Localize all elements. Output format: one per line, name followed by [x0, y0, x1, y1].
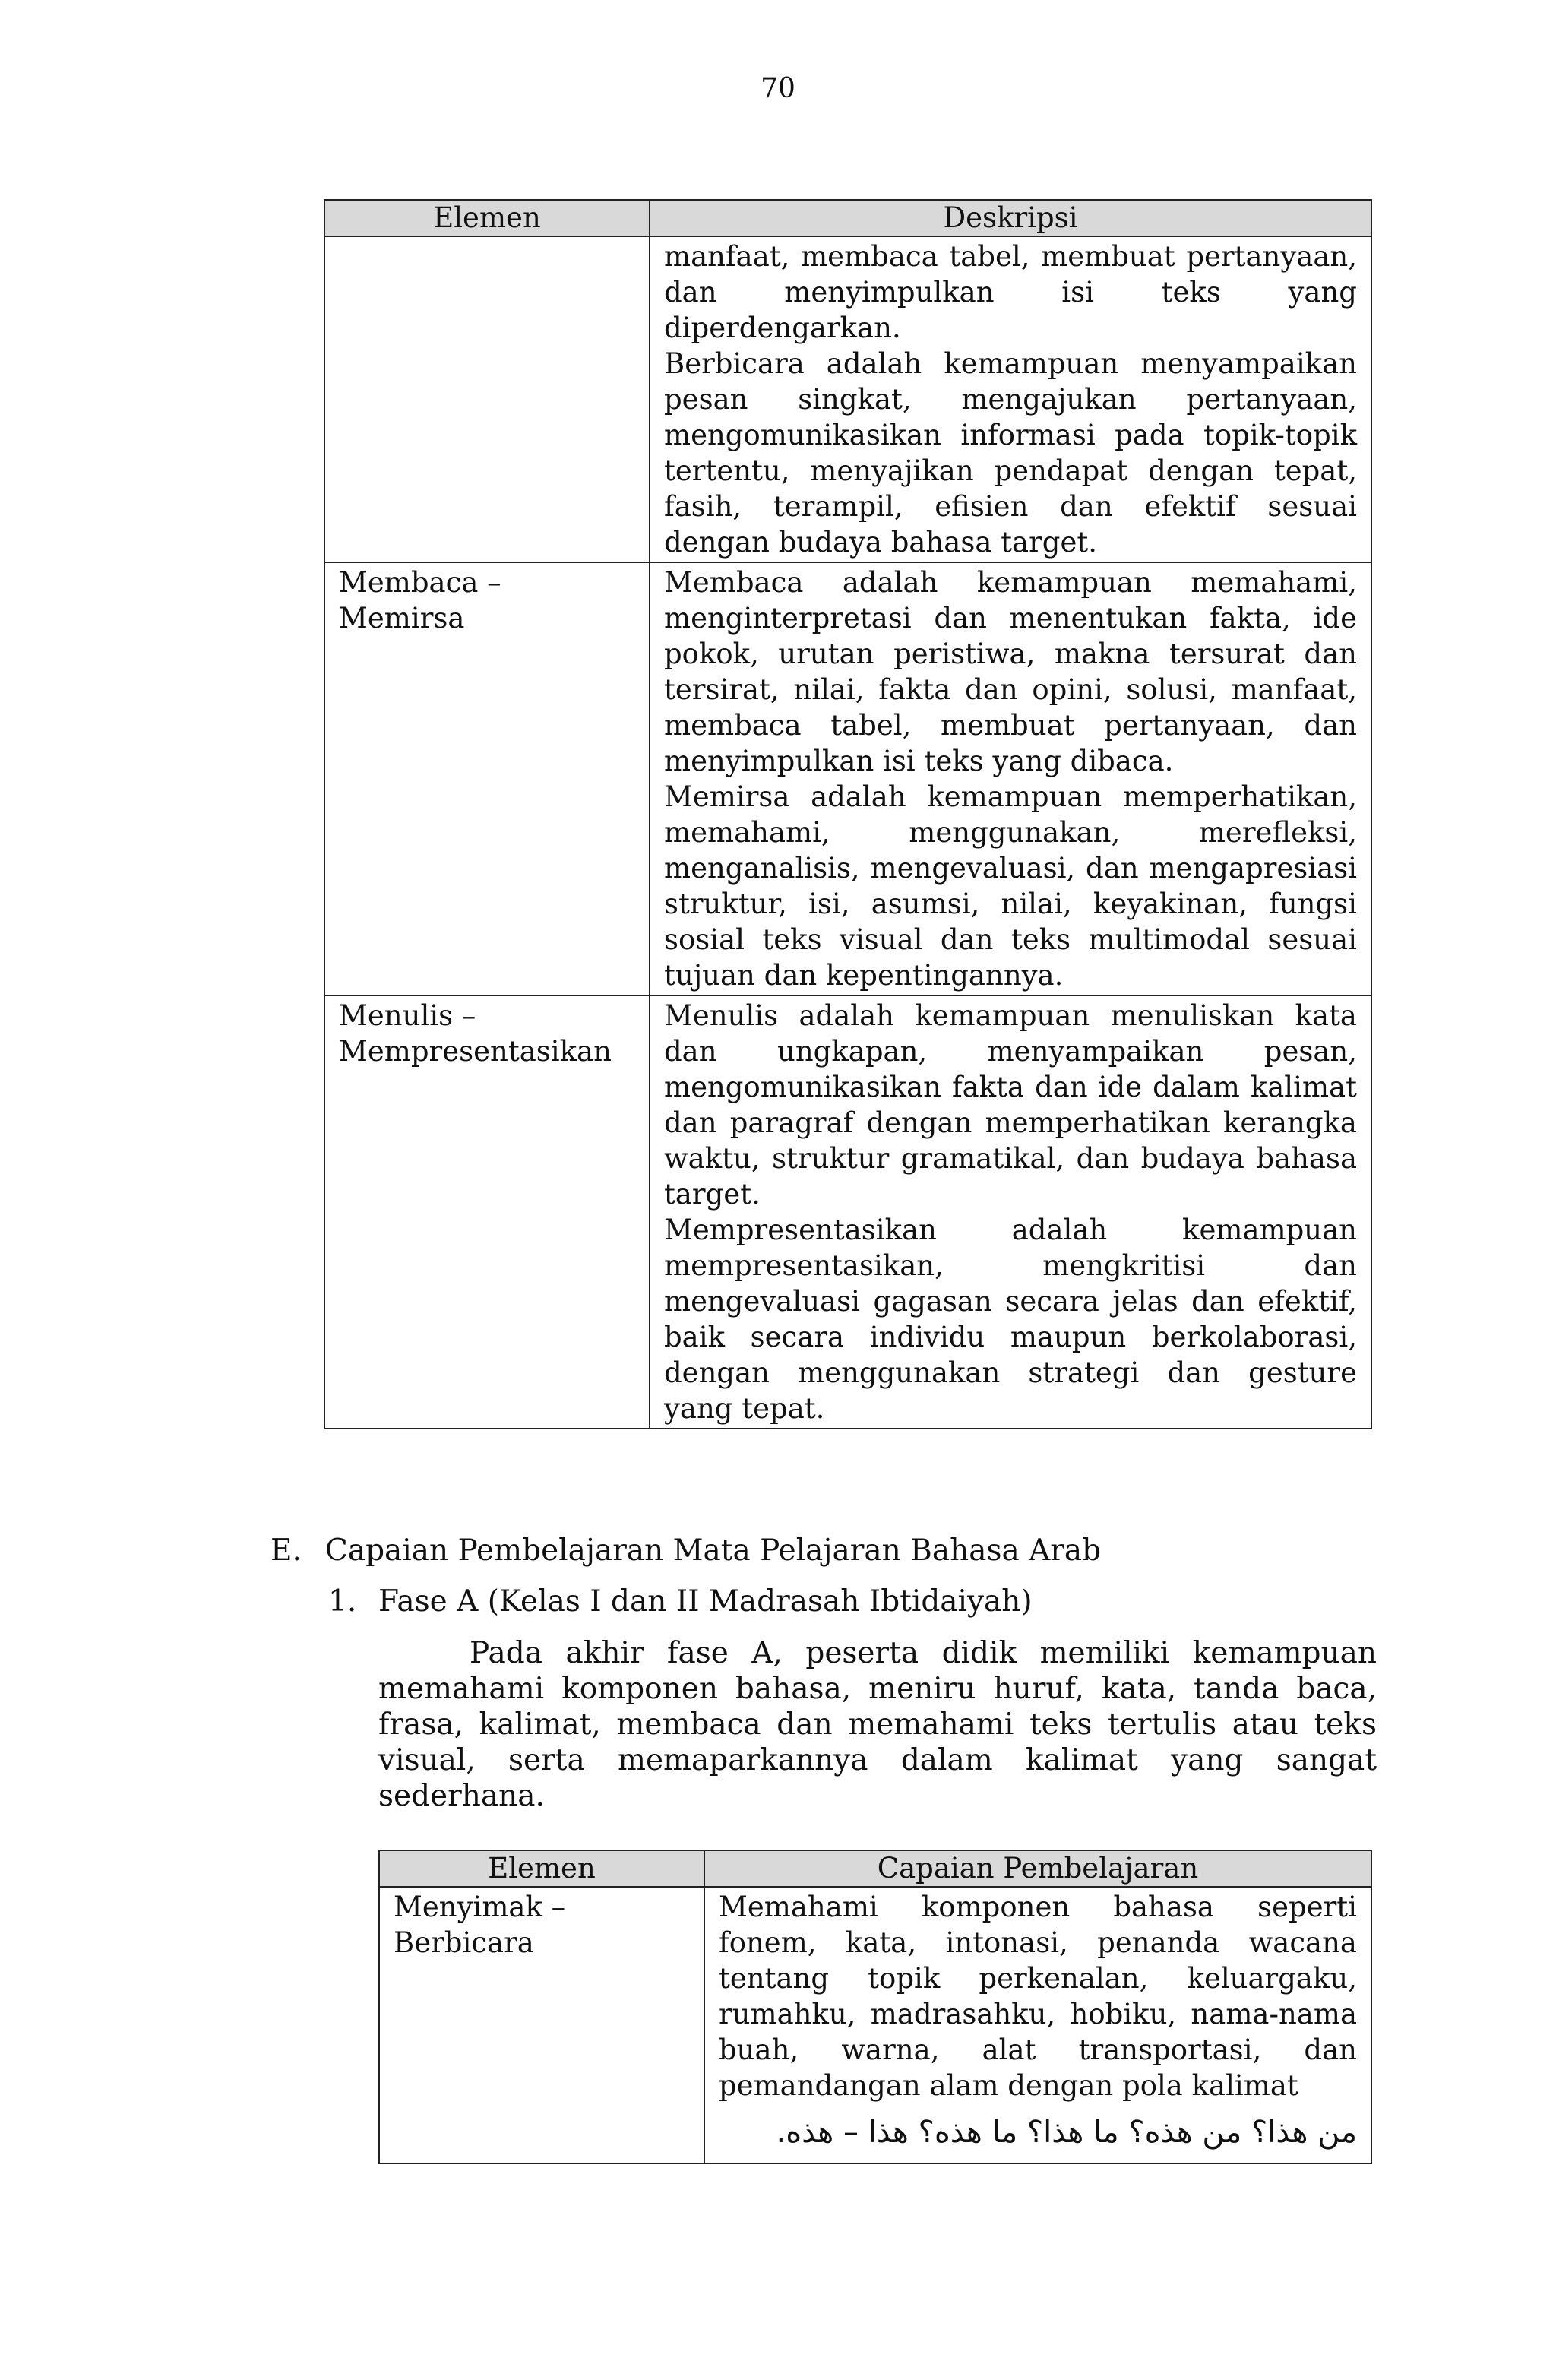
element-cell: [324, 995, 650, 1429]
header-deskripsi: Deskripsi: [650, 200, 1371, 236]
subsection-heading: [328, 1584, 1033, 1619]
header-elemen: Elemen: [324, 200, 650, 236]
table-row: [324, 995, 1371, 1429]
element-label-line1: Menulis –: [339, 999, 476, 1032]
page-number: 70: [761, 73, 795, 104]
elements-description-table: [324, 199, 1372, 1429]
description-cell: [650, 562, 1371, 995]
description-paragraph: Memirsa adalah kemampuan memperhatikan, memahami, menggunakan, merefleksi, menganalisis, mengevaluasi, dan mengapresiasi struktur, isi, asumsi, nilai, keyakinan, fungsi sosial teks visual dan teks multimodal sesuai tujuan dan kepentingannya.: [664, 780, 1357, 992]
table-row: [379, 1887, 1371, 2163]
element-cell: [324, 236, 650, 562]
element-label-line1: Menyimak –: [394, 1891, 566, 1923]
element-label-line2: Memirsa: [339, 602, 465, 635]
element-label-line2: Mempresentasikan: [339, 1035, 612, 1068]
element-label-line2: Berbicara: [394, 1926, 534, 1959]
section-letter: E.: [270, 1533, 302, 1568]
description-paragraph: Berbicara adalah kemampuan menyampaikan pesan singkat, mengajukan pertanyaan, mengomunikasikan informasi pada topik-topik tertentu, menyajikan pendapat dengan tepat, fasih, terampil, efisien dan efektif sesuai dengan budaya bahasa target.: [664, 347, 1357, 559]
learning-outcomes-table: [378, 1850, 1372, 2164]
fase-a-paragraph: Pada akhir fase A, peserta didik memiliki kemampuan memahami komponen bahasa, meniru huruf, kata, tanda baca, frasa, kalimat, membaca dan memahami teks tertulis atau teks visual, serta memaparkannya dalam kalimat yang sangat sederhana.: [378, 1636, 1377, 1813]
arabic-sentence-pattern: من هذا؟ من هذه؟ ما هذا؟ ما هذه؟ هذا – هذه.: [776, 2115, 1357, 2150]
description-paragraph: manfaat, membaca tabel, membuat pertanyaan, dan menyimpulkan isi teks yang diperdengarkan.: [664, 240, 1357, 344]
element-label-line1: Membaca –: [339, 566, 501, 599]
table-row: [324, 236, 1371, 562]
header-elemen: Elemen: [379, 1850, 704, 1887]
element-cell: [324, 562, 650, 995]
table-header-row: [324, 200, 1371, 236]
description-cell: [650, 236, 1371, 562]
outcome-cell: [704, 1887, 1371, 2163]
description-paragraph: Mempresentasikan adalah kemampuan mempresentasikan, mengkritisi dan mengevaluasi gagasan secara jelas dan efektif, baik secara individu maupun berkolaborasi, dengan menggunakan strategi dan gesture yang tepat.: [664, 1214, 1357, 1425]
outcome-text: Memahami komponen bahasa seperti fonem, kata, intonasi, penanda wacana tentang topik perkenalan, keluargaku, rumahku, madrasahku, hobiku, nama-nama buah, warna, alat transportasi, dan pemandangan alam dengan pola kalimat: [719, 1891, 1357, 2102]
table-header-row: [379, 1850, 1371, 1887]
subsection-title: Fase A (Kelas I dan II Madrasah Ibtidaiyah): [378, 1584, 1033, 1619]
section-title: Capaian Pembelajaran Mata Pelajaran Bahasa Arab: [325, 1533, 1102, 1568]
description-paragraph: Menulis adalah kemampuan menuliskan kata dan ungkapan, menyampaikan pesan, mengomunikasikan fakta dan ide dalam kalimat dan paragraf dengan memperhatikan kerangka waktu, struktur gramatikal, dan budaya bahasa target.: [664, 999, 1357, 1211]
header-capaian: Capaian Pembelajaran: [704, 1850, 1371, 1887]
description-cell: [650, 995, 1371, 1429]
element-cell: [379, 1887, 704, 2163]
section-heading: [270, 1533, 1101, 1568]
table-row: [324, 562, 1371, 995]
description-paragraph: Membaca adalah kemampuan memahami, menginterpretasi dan menentukan fakta, ide pokok, urutan peristiwa, makna tersurat dan tersirat, nilai, fakta dan opini, solusi, manfaat, membaca tabel, membuat pertanyaan, dan menyimpulkan isi teks yang dibaca.: [664, 566, 1357, 777]
subsection-number: 1.: [328, 1584, 357, 1619]
